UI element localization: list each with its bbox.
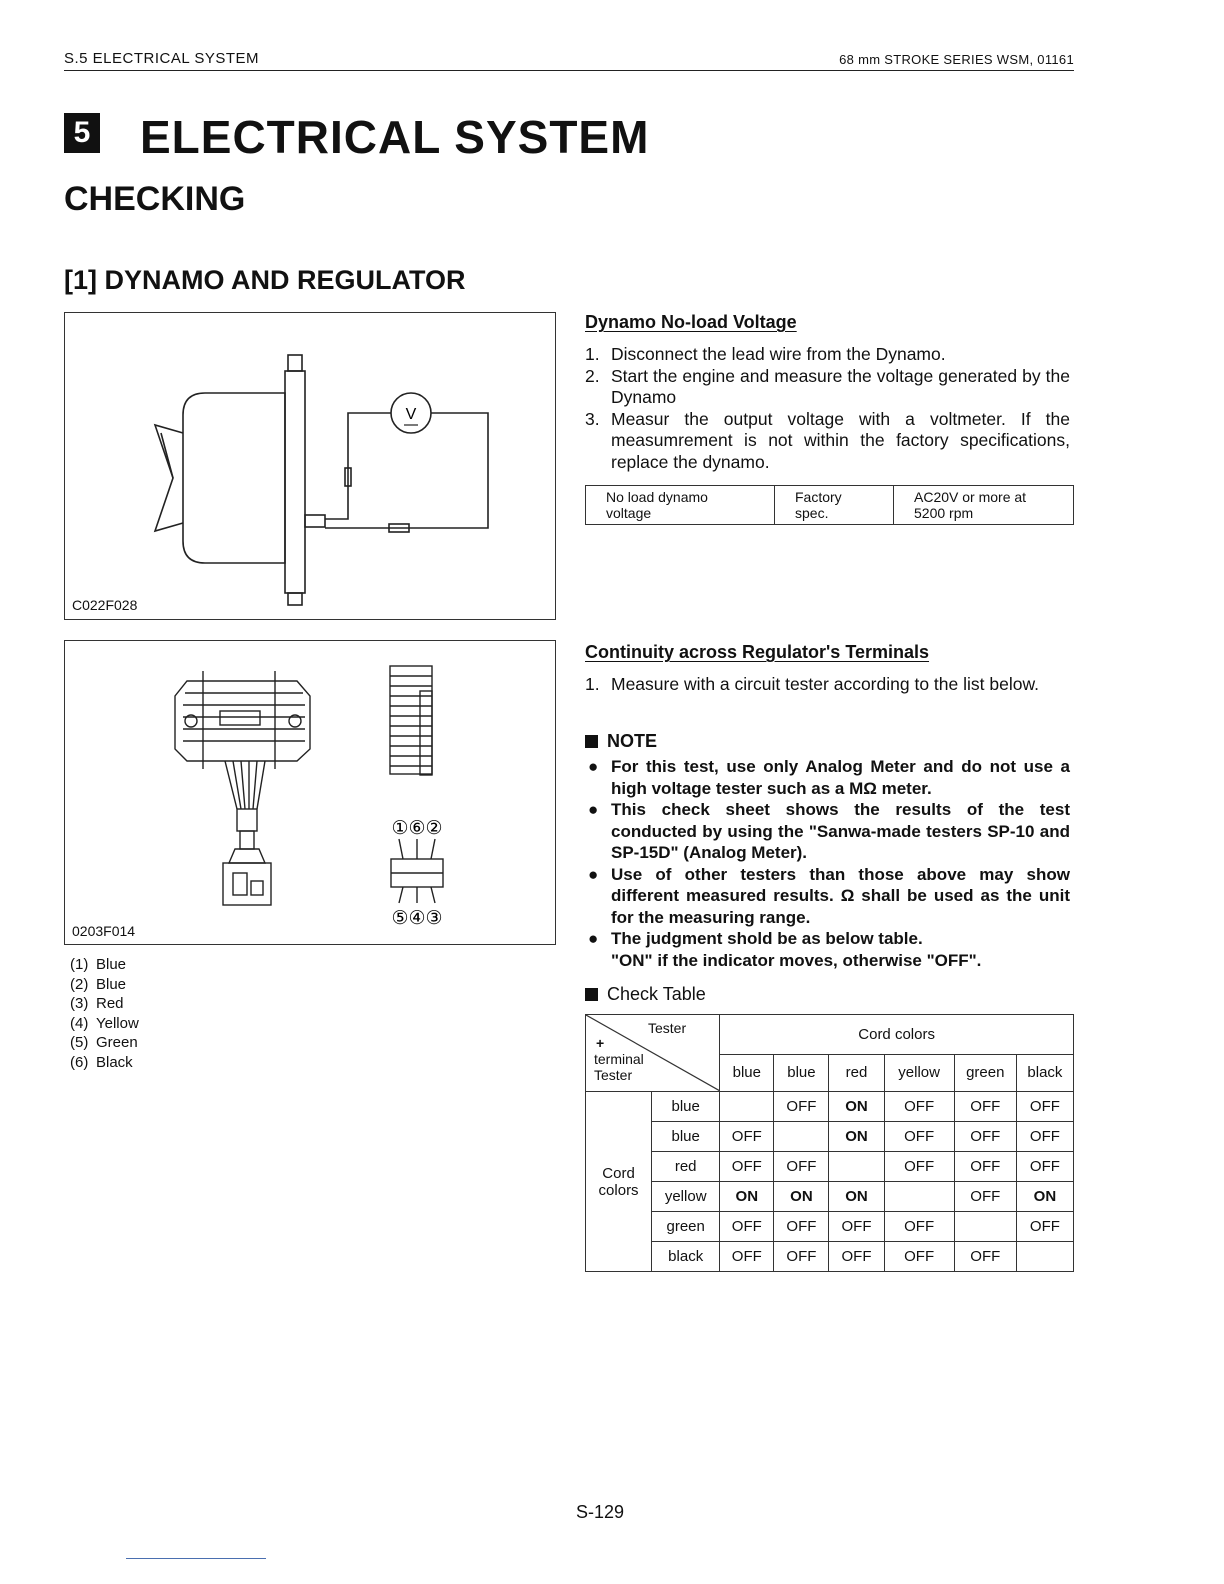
table-cell [954,1212,1016,1242]
step-item: 1. Disconnect the lead wire from the Dynamo. [585,344,946,364]
column-header: red [829,1054,884,1092]
row-header: blue [652,1122,720,1152]
note-item: ● For this test, use only Analog Meter and do not use a high voltage tester such as a MΩ meter. [588,757,1070,798]
table-cell: OFF [884,1212,954,1242]
table-cell: OFF [1016,1152,1073,1182]
step-item: 3. Measur the output voltage with a voltmeter. If the measumrement is not within the factory specifications, replace the dynamo. [585,408,1070,472]
table-cell: OFF [1016,1092,1073,1122]
row-header: yellow [652,1182,720,1212]
regulator-test-steps [585,674,1070,696]
table-cell: OFF [720,1122,774,1152]
table-row [586,1092,1074,1122]
table-cell: OFF [720,1242,774,1272]
table-cell: OFF [774,1212,829,1242]
table-row [586,1212,1074,1242]
dynamo-spec-table [585,485,1074,525]
table-cell: ON [829,1182,884,1212]
regulator-bottom-pins: ⑤④③ [391,907,443,929]
running-header-right: 68 mm STROKE SERIES WSM, 01161 [839,52,1074,67]
table-cell: OFF [720,1152,774,1182]
dynamo-figure-label: C022F028 [72,597,138,613]
table-cell: OFF [954,1122,1016,1152]
legend-item: (1) Blue [70,956,127,973]
spec-item-cell: No load dynamo voltage [586,486,775,525]
table-cell: ON [1016,1182,1073,1212]
table-row [586,486,1074,525]
table-cell: OFF [954,1182,1016,1212]
table-header-row [586,1015,1074,1055]
regulator-figure [64,640,556,945]
bullet-icon: ● [588,800,599,819]
legend-item: (5) Green [70,1034,138,1051]
row-group-header: Cord colors [586,1092,652,1272]
bullet-icon: ● [588,929,599,948]
column-header: blue [774,1054,829,1092]
regulator-diagram [65,641,555,944]
note-item: ● The judgment shold be as below table. "ON" if the indicator moves, otherwise "OFF". [588,929,982,970]
table-cell: OFF [720,1212,774,1242]
note-list [585,756,1070,971]
table-cell [1016,1242,1073,1272]
table-row [586,1152,1074,1182]
table-cell: ON [774,1182,829,1212]
table-row [586,1122,1074,1152]
regulator-top-pins: ①⑥② [391,817,443,839]
table-cell: OFF [954,1092,1016,1122]
column-header: yellow [884,1054,954,1092]
bullet-icon: ● [588,864,599,884]
wire-color-legend [70,955,139,1072]
regulator-test-heading: Continuity across Regulator's Terminals [585,642,930,662]
dynamo-diagram [65,313,555,619]
subsection-title: [1] DYNAMO AND REGULATOR [64,265,466,295]
table-cell: OFF [884,1092,954,1122]
table-cell [774,1122,829,1152]
table-cell [829,1152,884,1182]
row-header: green [652,1212,720,1242]
regulator-figure-label: 0203F014 [72,923,136,939]
step-item: 1. Measure with a circuit tester according to the list below. [585,674,1039,694]
dynamo-figure [64,312,556,620]
note-item: ● Use of other testers than those above may show different measured results. Ω shall be used as the unit for the measuring range. [588,864,1070,927]
column-header: green [954,1054,1016,1092]
table-cell: OFF [829,1212,884,1242]
spec-type-cell: Factory spec. [775,486,894,525]
column-group-header: Cord colors [720,1015,1074,1055]
voltmeter-label: V [405,406,417,423]
spec-value-cell: AC20V or more at 5200 rpm [894,486,1074,525]
dynamo-test-steps [585,344,1070,473]
table-cell: ON [829,1092,884,1122]
table-cell: OFF [829,1242,884,1272]
column-header: blue [720,1054,774,1092]
row-header: red [652,1152,720,1182]
bullet-icon: ● [588,757,599,776]
running-header-left: S.5 ELECTRICAL SYSTEM [64,50,259,67]
note-item: ● This check sheet shows the results of the test conducted by using the "Sanwa-made testers SP-10 and SP-15D" (Analog Meter). [588,800,1070,862]
table-cell: ON [720,1182,774,1212]
check-table-heading: Check Table [585,984,706,1005]
continuity-check-table [585,1014,1074,1272]
page-subtitle: CHECKING [64,180,246,218]
footer-rule [126,1558,266,1559]
header-rule [64,70,1074,71]
row-header: blue [652,1092,720,1122]
table-row [586,1182,1074,1212]
square-bullet-icon [585,988,598,1001]
legend-item: (3) Red [70,995,124,1012]
table-cell: OFF [884,1122,954,1152]
table-cell: OFF [774,1242,829,1272]
note-heading: NOTE [585,731,657,752]
square-bullet-icon [585,735,598,748]
section-title: ELECTRICAL SYSTEM [140,111,650,163]
dynamo-test-heading: Dynamo No-load Voltage [585,312,797,332]
table-cell: OFF [1016,1212,1073,1242]
row-header: black [652,1242,720,1272]
table-cell: OFF [884,1242,954,1272]
table-row [586,1242,1074,1272]
step-item: 2. Start the engine and measure the voltage generated by the Dynamo [585,365,1070,407]
table-cell: OFF [954,1242,1016,1272]
table-cell: OFF [774,1092,829,1122]
table-cell: OFF [954,1152,1016,1182]
section-number-badge: 5 [64,113,100,153]
legend-item: (2) Blue [70,975,127,993]
legend-item: (6) Black [70,1053,133,1071]
table-cell [884,1182,954,1212]
table-corner-cell: Tester + terminal Tester [586,1015,720,1092]
table-cell: OFF [1016,1122,1073,1152]
column-header: black [1016,1054,1073,1092]
legend-item: (4) Yellow [70,1014,139,1032]
table-cell: OFF [884,1152,954,1182]
table-cell: OFF [774,1152,829,1182]
table-cell [720,1092,774,1122]
page-number: S-129 [575,1502,625,1522]
table-cell: ON [829,1122,884,1152]
